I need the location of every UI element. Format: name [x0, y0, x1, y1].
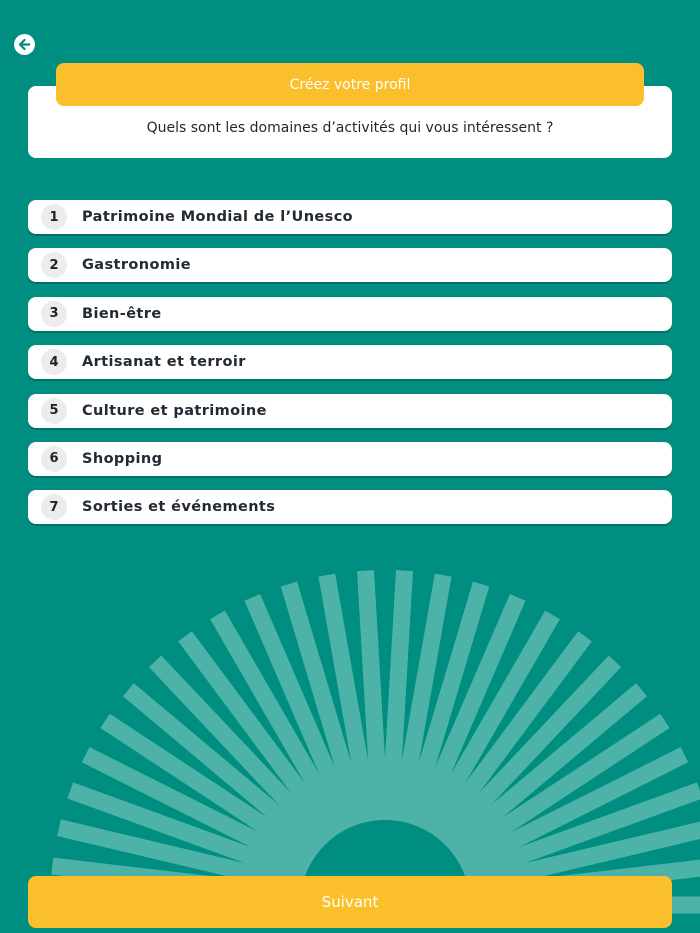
option-item-4[interactable] — [28, 345, 672, 379]
question-text: Quels sont les domaines d’activités qui vous intéressent ? — [146, 120, 554, 136]
option-label: Bien-être — [82, 305, 162, 322]
option-label: Shopping — [82, 450, 163, 467]
back-button[interactable] — [14, 34, 35, 55]
option-number: 4 — [41, 349, 67, 375]
option-item-1[interactable] — [28, 200, 672, 234]
option-number: 3 — [41, 301, 67, 327]
option-number: 7 — [41, 494, 67, 520]
option-number: 2 — [41, 252, 67, 278]
option-number: 6 — [41, 446, 67, 472]
option-label: Culture et patrimoine — [82, 402, 267, 419]
option-label: Gastronomie — [82, 257, 191, 274]
next-button[interactable]: Suivant — [28, 876, 672, 928]
arrow-left-icon — [17, 37, 32, 52]
option-item-3[interactable] — [28, 297, 672, 331]
option-number: 1 — [41, 204, 67, 230]
option-label: Patrimoine Mondial de l’Unesco — [82, 209, 354, 225]
option-item-7[interactable] — [28, 490, 672, 524]
option-label: Artisanat et terroir — [82, 354, 246, 371]
option-number: 5 — [41, 398, 67, 424]
option-item-5[interactable] — [28, 394, 672, 428]
option-item-6[interactable] — [28, 442, 672, 476]
profile-tab-title: Créez votre profil — [56, 63, 644, 106]
options-list — [28, 200, 672, 539]
option-item-2[interactable] — [28, 248, 672, 282]
option-label: Sorties et événements — [82, 499, 276, 516]
